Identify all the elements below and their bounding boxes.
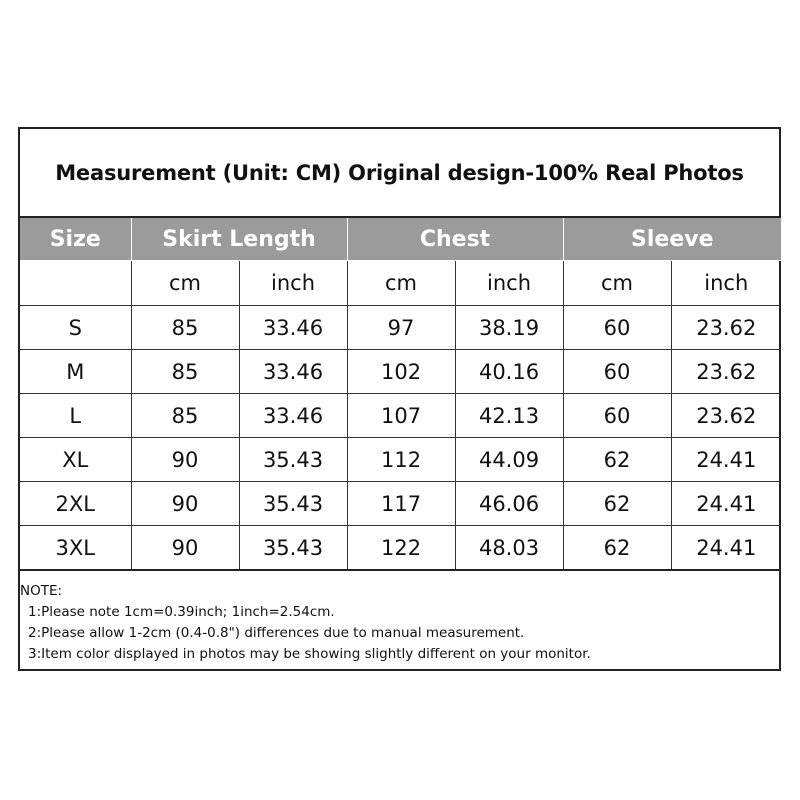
- unit-cell: cm: [563, 261, 671, 306]
- value-cell: 38.19: [455, 306, 563, 350]
- value-cell: 85: [131, 306, 239, 350]
- value-cell: 90: [131, 438, 239, 482]
- value-cell: 33.46: [239, 394, 347, 438]
- size-cell: M: [20, 350, 131, 394]
- column-header-sleeve: Sleeve: [563, 218, 781, 261]
- value-cell: 60: [563, 394, 671, 438]
- table-row: [20, 306, 781, 350]
- value-cell: 90: [131, 526, 239, 571]
- size-cell: L: [20, 394, 131, 438]
- value-cell: 112: [347, 438, 455, 482]
- notes-title: NOTE:: [20, 583, 63, 599]
- value-cell: 24.41: [671, 482, 781, 526]
- value-cell: 48.03: [455, 526, 563, 571]
- value-cell: 85: [131, 350, 239, 394]
- unit-cell-empty: [20, 261, 131, 306]
- size-cell: S: [20, 306, 131, 350]
- size-chart: [18, 127, 781, 671]
- value-cell: 33.46: [239, 306, 347, 350]
- size-table: [20, 218, 781, 571]
- value-cell: 60: [563, 350, 671, 394]
- value-cell: 62: [563, 482, 671, 526]
- column-header-skirt-length: Skirt Length: [131, 218, 347, 261]
- table-row: [20, 438, 781, 482]
- value-cell: 23.62: [671, 306, 781, 350]
- value-cell: 46.06: [455, 482, 563, 526]
- value-cell: 62: [563, 526, 671, 571]
- value-cell: 122: [347, 526, 455, 571]
- column-header-size: Size: [20, 218, 131, 261]
- value-cell: 117: [347, 482, 455, 526]
- unit-cell: inch: [671, 261, 781, 306]
- size-cell: 3XL: [20, 526, 131, 571]
- value-cell: 42.13: [455, 394, 563, 438]
- note-line: 1:Please note 1cm=0.39inch; 1inch=2.54cm.: [28, 604, 335, 620]
- value-cell: 35.43: [239, 482, 347, 526]
- unit-cell: cm: [131, 261, 239, 306]
- value-cell: 24.41: [671, 438, 781, 482]
- unit-cell: cm: [347, 261, 455, 306]
- table-row: [20, 482, 781, 526]
- value-cell: 35.43: [239, 438, 347, 482]
- value-cell: 97: [347, 306, 455, 350]
- value-cell: 90: [131, 482, 239, 526]
- value-cell: 107: [347, 394, 455, 438]
- note-line: 2:Please allow 1-2cm (0.4-0.8") differences due to manual measurement.: [28, 625, 525, 641]
- note-line: 3:Item color displayed in photos may be showing slightly different on your monitor.: [28, 646, 591, 662]
- value-cell: 23.62: [671, 350, 781, 394]
- size-cell: XL: [20, 438, 131, 482]
- notes: [20, 571, 779, 665]
- unit-cell: inch: [455, 261, 563, 306]
- value-cell: 40.16: [455, 350, 563, 394]
- value-cell: 44.09: [455, 438, 563, 482]
- table-row: [20, 350, 781, 394]
- value-cell: 85: [131, 394, 239, 438]
- table-row: [20, 394, 781, 438]
- table-header-row: [20, 218, 781, 261]
- column-header-chest: Chest: [347, 218, 563, 261]
- value-cell: 102: [347, 350, 455, 394]
- value-cell: 35.43: [239, 526, 347, 571]
- size-cell: 2XL: [20, 482, 131, 526]
- value-cell: 60: [563, 306, 671, 350]
- value-cell: 62: [563, 438, 671, 482]
- value-cell: 23.62: [671, 394, 781, 438]
- table-row: [20, 526, 781, 571]
- value-cell: 33.46: [239, 350, 347, 394]
- value-cell: 24.41: [671, 526, 781, 571]
- chart-title: Measurement (Unit: CM) Original design-100% Real Photos: [20, 129, 779, 218]
- unit-row: [20, 261, 781, 306]
- unit-cell: inch: [239, 261, 347, 306]
